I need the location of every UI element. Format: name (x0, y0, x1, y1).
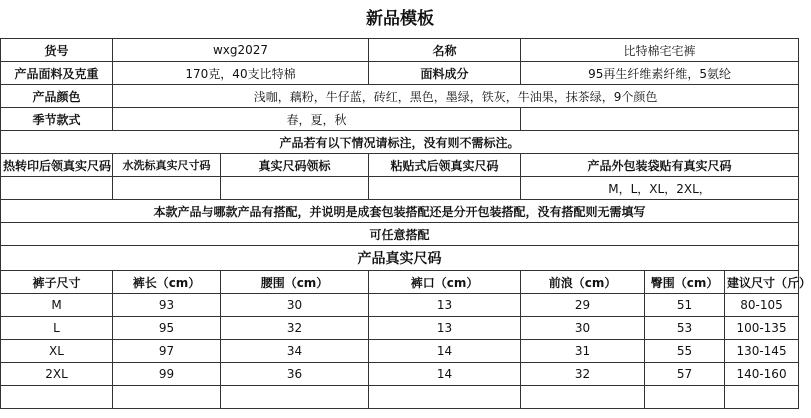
season-label: 季节款式 (1, 108, 113, 131)
size-cell: 30 (521, 317, 645, 340)
row-size-headers (1, 271, 799, 294)
composition-label: 面料成分 (369, 62, 521, 85)
colors-label: 产品颜色 (1, 85, 113, 108)
size-row-empty (1, 386, 799, 409)
size-cell: 51 (645, 294, 725, 317)
label-header-package: 产品外包装袋贴有真实尺码 (521, 154, 799, 177)
label-header-wash-label: 水洗标真实尺寸码 (113, 154, 221, 177)
row-matching-notice (1, 200, 799, 223)
row-item-no (1, 39, 799, 62)
colors-value: 浅咖，藕粉，牛仔蓝，砖红，黑色，墨绿，铁灰，牛油果，抹茶绿，9个颜色 (113, 85, 799, 108)
size-cell-empty (113, 386, 221, 409)
size-cell: 93 (113, 294, 221, 317)
row-season (1, 108, 799, 131)
size-header-front-rise: 前浪（cm） (521, 271, 645, 294)
row-notice (1, 131, 799, 154)
matching-value: 可任意搭配 (1, 223, 799, 246)
size-header-waist: 腰围（cm） (221, 271, 369, 294)
sheet-title: 新品模板 (366, 9, 434, 29)
size-header-hip: 臀围（cm） (645, 271, 725, 294)
row-matching-value (1, 223, 799, 246)
name-label: 名称 (369, 39, 521, 62)
size-cell-empty (645, 386, 725, 409)
size-cell: L (1, 317, 113, 340)
size-header-hem: 裤口（cm） (369, 271, 521, 294)
label-value-package: M，L，XL，2XL， (521, 177, 799, 200)
row-label-headers (1, 154, 799, 177)
matching-notice: 本款产品与哪款产品有搭配，并说明是成套包装搭配还是分开包装搭配，没有搭配则无需填写 (1, 200, 799, 223)
size-cell: 53 (645, 317, 725, 340)
size-cell-empty (521, 386, 645, 409)
size-cell: 13 (369, 294, 521, 317)
season-empty (521, 108, 799, 131)
size-cell: 14 (369, 340, 521, 363)
size-cell: 30 (221, 294, 369, 317)
size-section-title: 产品真实尺码 (1, 246, 799, 271)
size-row (1, 363, 799, 386)
size-cell: 140-160 (725, 363, 799, 386)
fabric-weight-label: 产品面料及克重 (1, 62, 113, 85)
product-table (0, 38, 811, 409)
size-cell: 100-135 (725, 317, 799, 340)
size-row (1, 340, 799, 363)
size-header-suggested: 建议尺寸（斤） (725, 271, 799, 294)
size-cell: M (1, 294, 113, 317)
fabric-weight-value: 170克，40支比特棉 (113, 62, 369, 85)
size-cell: 99 (113, 363, 221, 386)
size-cell: 97 (113, 340, 221, 363)
label-header-sticker: 粘贴式后领真实尺码 (369, 154, 521, 177)
row-label-values (1, 177, 799, 200)
size-cell: 80-105 (725, 294, 799, 317)
row-size-title (1, 246, 799, 271)
size-cell-empty (1, 386, 113, 409)
item-no-value: wxg2027 (113, 39, 369, 62)
label-header-heat-transfer: 热转印后领真实尺码 (1, 154, 113, 177)
size-cell: 32 (221, 317, 369, 340)
name-value: 比特棉宅宅裤 (521, 39, 799, 62)
composition-value: 95再生纤维素纤维，5氨纶 (521, 62, 799, 85)
label-value-sticker (369, 177, 521, 200)
size-cell: 31 (521, 340, 645, 363)
size-header-size: 裤子尺寸 (1, 271, 113, 294)
size-cell: XL (1, 340, 113, 363)
size-cell: 14 (369, 363, 521, 386)
size-row (1, 294, 799, 317)
size-cell-empty (725, 386, 799, 409)
row-fabric (1, 62, 799, 85)
size-cell: 130-145 (725, 340, 799, 363)
row-colors (1, 85, 799, 108)
size-cell: 36 (221, 363, 369, 386)
label-value-collar-tag (221, 177, 369, 200)
label-value-heat-transfer (1, 177, 113, 200)
size-cell: 32 (521, 363, 645, 386)
size-cell: 2XL (1, 363, 113, 386)
size-cell: 57 (645, 363, 725, 386)
size-cell-empty (221, 386, 369, 409)
size-header-length: 裤长（cm） (113, 271, 221, 294)
size-cell-empty (369, 386, 521, 409)
size-cell: 34 (221, 340, 369, 363)
size-cell: 55 (645, 340, 725, 363)
item-no-label: 货号 (1, 39, 113, 62)
label-value-wash-label (113, 177, 221, 200)
label-notice: 产品若有以下情况请标注，没有则不需标注。 (1, 131, 799, 154)
size-row (1, 317, 799, 340)
size-cell: 13 (369, 317, 521, 340)
label-header-collar-tag: 真实尺码领标 (221, 154, 369, 177)
season-value: 春，夏，秋 (113, 108, 521, 131)
size-cell: 95 (113, 317, 221, 340)
size-cell: 29 (521, 294, 645, 317)
